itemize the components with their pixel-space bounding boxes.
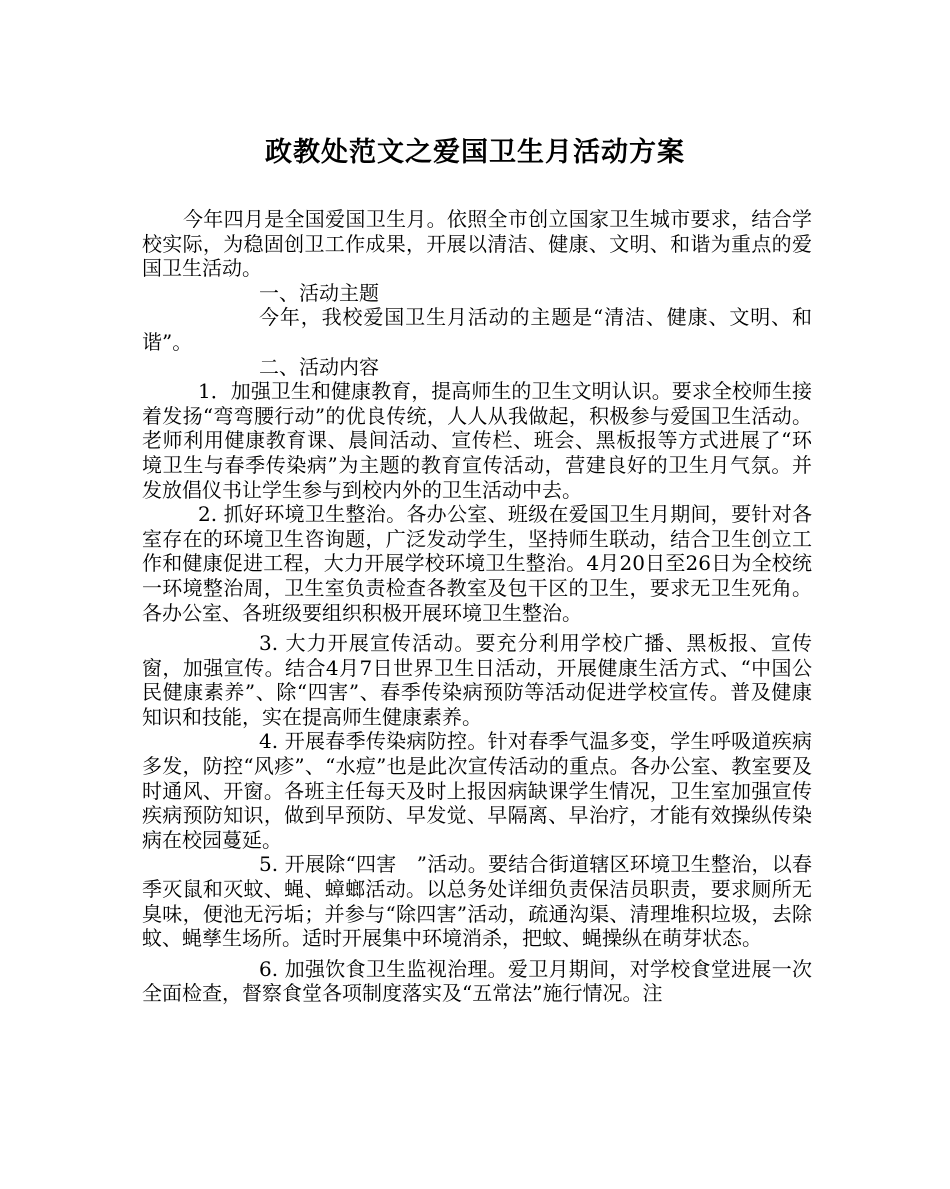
theme-paragraph: 今年，我校爱国卫生月活动的主题是“清洁、健康、文明、和谐”。 — [142, 305, 812, 354]
section-heading-theme: 一、活动主题 — [259, 280, 379, 305]
content-item-2: 2. 抓好环境卫生整治。各办公室、班级在爱国卫生月期间，要针对各室存在的环境卫生咨询题，广泛发动学生，坚持师生联动，结合卫生创立工作和健康促进工程，大力开展学校环境卫生整治。4月20日至26日为全校统一环境整治周，卫生室负责检查各教室及包干区的卫生，要求无卫生死角。各办公室、各班级要组织积极开展环境卫生整治。 — [142, 502, 812, 625]
content-item-1: 1．加强卫生和健康教育，提高师生的卫生文明认识。要求全校师生接着发扬“弯弯腰行动”的优良传统，人人从我做起，积极参与爱国卫生活动。老师利用健康教育课、晨间活动、宣传栏、班会、黑板报等方式进展了“环境卫生与春季传染病”为主题的教育宣传活动，营建良好的卫生月气氛。并发放倡仪书让学生参与到校内外的卫生活动中去。 — [142, 379, 812, 502]
section-heading-content: 二、活动内容 — [259, 354, 379, 379]
document-body — [142, 207, 812, 1006]
content-item-6: 6. 加强饮食卫生监视治理。爱卫月期间，对学校食堂进展一次全面检查，督察食堂各项制度落实及“五常法”施行情况。注 — [142, 956, 812, 1006]
intro-paragraph: 今年四月是全国爱国卫生月。依照全市创立国家卫生城市要求，结合学校实际，为稳固创卫工作成果，开展以清洁、健康、文明、和谐为重点的爱国卫生活动。 — [142, 207, 812, 281]
content-item-3: 3. 大力开展宣传活动。要充分利用学校广播、黑板报、宣传窗，加强宣传。结合4月7日世界卫生日活动，开展健康生活方式、“中国公民健康素养”、除“四害”、春季传染病预防等活动促进学校宣传。普及健康知识和技能，实在提高师生健康素养。 — [142, 631, 812, 729]
content-item-4: 4. 开展春季传染病防控。针对春季气温多变，学生呼吸道疾病多发，防控“风疹”、“水痘”也是此次宣传活动的重点。各办公室、教室要及时通风、开窗。各班主任每天及时上报因病缺课学生情况，卫生室加强宣传疾病预防知识，做到早预防、早发觉、早隔离、早治疗，才能有效操纵传染病在校园蔓延。 — [142, 729, 812, 852]
content-item-5: 5. 开展除“四害 ”活动。要结合街道辖区环境卫生整治，以春季灭鼠和灭蚊、蝇、蟑螂活动。以总务处详细负责保洁员职责，要求厕所无臭味，便池无污垢；并参与“除四害”活动，疏通沟渠、清理堆积垃圾，去除蚊、蝇孳生场所。适时开展集中环境消杀，把蚊、蝇操纵在萌芽状态。 — [142, 852, 812, 951]
document-title: 政教处范文之爱国卫生月活动方案 — [265, 137, 685, 168]
